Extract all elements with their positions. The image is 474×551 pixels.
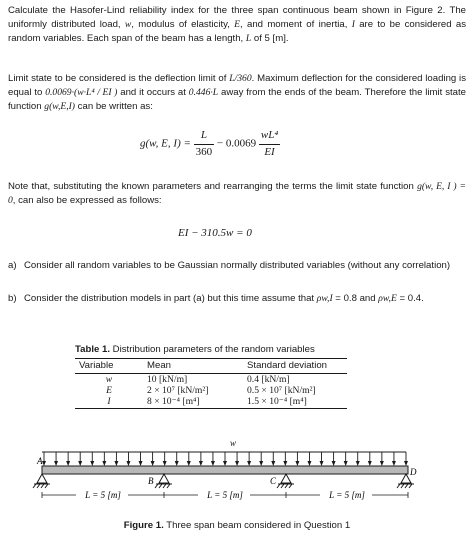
figure-caption bbox=[0, 519, 474, 533]
note-text: Note that, substituting the known parameters and rearranging the terms the limit state function bbox=[8, 181, 418, 192]
load-arrow-head bbox=[66, 461, 70, 466]
question-text: Consider all random variables to be Gaussian normally distributed variables (without any correlation) bbox=[24, 260, 451, 271]
question-text-part: Consider the distribution models in part (a) but this time assume that bbox=[24, 293, 317, 304]
load-arrow-head bbox=[199, 461, 203, 466]
cell-mean: 10 [kN/m] bbox=[147, 373, 188, 385]
limit-text: can be written as: bbox=[75, 100, 153, 112]
limit-state-paragraph bbox=[8, 72, 466, 114]
support-a-label: A bbox=[37, 456, 43, 466]
fraction-numerator: L bbox=[194, 128, 215, 145]
load-arrow-head bbox=[283, 461, 287, 466]
load-arrow-head bbox=[392, 461, 396, 466]
limit-function-name: g(w,E,I) bbox=[44, 100, 76, 112]
equation-coefficient: − 0.0069 bbox=[216, 137, 257, 150]
load-arrow-head bbox=[332, 461, 336, 466]
support-b bbox=[148, 474, 172, 488]
table-row bbox=[75, 373, 347, 385]
load-arrow-head bbox=[235, 461, 239, 466]
table-caption-label: Table 1. bbox=[75, 344, 111, 355]
support-b-label: B bbox=[148, 476, 154, 486]
intro-text: are to be considered as random variables. Each span of the beam has a length, bbox=[8, 18, 466, 44]
table-row bbox=[75, 396, 347, 408]
table-caption-text: Distribution parameters of the random variables bbox=[110, 344, 315, 355]
load-arrow-head bbox=[223, 461, 227, 466]
limit-text: away from the ends of the beam. Therefore the limit state function bbox=[8, 86, 467, 112]
question-label: a) bbox=[8, 260, 17, 271]
intro-text: , modulus of elasticity, bbox=[131, 18, 235, 30]
cell-mean: 2 × 10⁷ [kN/m²] bbox=[147, 385, 209, 397]
load-arrow-head bbox=[320, 461, 324, 466]
load-arrow-head bbox=[271, 461, 275, 466]
limit-state-equation bbox=[140, 128, 280, 161]
cell-variable: I bbox=[75, 396, 143, 408]
limit-text: . Maximum deflection for the considered loading is equal to bbox=[8, 73, 466, 98]
load-arrow-head bbox=[187, 461, 191, 466]
support-c-roller bbox=[281, 474, 291, 483]
intro-text: , and moment of inertia, bbox=[240, 18, 352, 30]
span-label-bc: L = 5 [m] bbox=[207, 490, 243, 500]
load-arrow-head bbox=[259, 461, 263, 466]
figure-caption-text: Three span beam considered in Question 1 bbox=[163, 520, 351, 531]
load-arrow-head bbox=[102, 461, 106, 466]
cell-variable: w bbox=[105, 373, 113, 385]
load-arrow-head bbox=[54, 461, 58, 466]
fraction-l-360 bbox=[194, 128, 215, 161]
fraction-denominator: EI bbox=[264, 145, 275, 158]
table-header-row bbox=[75, 358, 347, 373]
load-arrow-head bbox=[114, 461, 118, 466]
load-arrow-head bbox=[151, 461, 155, 466]
span-label-ab: L = 5 [m] bbox=[85, 490, 121, 500]
cell-std-dev: 0.5 × 10⁷ [kN/m²] bbox=[247, 385, 316, 397]
rearranged-equation: EI − 310.5w = 0 bbox=[178, 227, 252, 239]
header-variable: Variable bbox=[75, 358, 143, 373]
cell-mean: 8 × 10⁻⁴ [m⁴] bbox=[143, 396, 243, 408]
question-a bbox=[8, 259, 466, 273]
distributed-load-arrows bbox=[42, 452, 408, 466]
cell-std-dev: 1.5 × 10⁻⁴ [m⁴] bbox=[243, 396, 347, 408]
deflection-location: 0.446·L bbox=[188, 86, 219, 98]
intro-text: Calculate the Hasofer-Lind reliability index for the three span continuous beam shown in Figure 2. The uniformly distributed load, bbox=[8, 5, 466, 30]
load-arrow-head bbox=[139, 461, 143, 466]
load-arrow-head bbox=[356, 461, 360, 466]
limit-text: and it occurs at bbox=[117, 86, 189, 98]
load-arrow-head bbox=[90, 461, 94, 466]
load-arrow-head bbox=[368, 461, 372, 466]
support-c bbox=[270, 474, 294, 488]
limit-ratio: L/360 bbox=[229, 73, 252, 84]
support-b-hatch bbox=[155, 484, 170, 488]
cell-variable: E bbox=[106, 385, 112, 397]
note-text: , can also be expressed as follows: bbox=[12, 194, 162, 206]
load-arrow-head bbox=[404, 461, 408, 466]
header-std-dev: Standard deviation bbox=[243, 358, 347, 373]
beam bbox=[42, 466, 408, 474]
correlation-w-e: ρw,E bbox=[378, 293, 397, 304]
fraction-numerator: wL⁴ bbox=[259, 128, 280, 145]
limit-text: Limit state to be considered is the deflection limit of bbox=[8, 73, 230, 84]
beam-figure bbox=[30, 438, 444, 516]
equation-lhs: g(w, E, I) = bbox=[140, 137, 191, 150]
intro-text: of 5 [m]. bbox=[251, 32, 289, 44]
support-c-hatch bbox=[277, 484, 292, 488]
load-arrow-head bbox=[42, 461, 46, 466]
var-l: L bbox=[245, 32, 252, 44]
load-label: w bbox=[230, 438, 237, 448]
load-arrow-head bbox=[78, 461, 82, 466]
fraction-wl4-ei bbox=[259, 128, 280, 161]
header-mean: Mean bbox=[143, 358, 243, 373]
question-text-part: = 0.8 and bbox=[332, 293, 379, 304]
load-arrow-head bbox=[175, 461, 179, 466]
question-b bbox=[8, 292, 466, 306]
question-label: b) bbox=[8, 293, 17, 304]
load-arrow-head bbox=[126, 461, 130, 466]
support-d-hatch bbox=[397, 484, 412, 488]
question-text bbox=[24, 292, 466, 306]
load-arrow-head bbox=[380, 461, 384, 466]
var-w: w bbox=[124, 18, 132, 30]
correlation-w-i: ρw,I bbox=[316, 293, 333, 304]
cell-std-dev: 0.4 [kN/m] bbox=[247, 373, 290, 385]
note-paragraph bbox=[8, 180, 466, 208]
distribution-table-block bbox=[75, 343, 355, 409]
support-b-roller bbox=[159, 474, 169, 483]
support-c-label: C bbox=[270, 476, 277, 486]
support-d-label: D bbox=[410, 467, 417, 477]
load-arrow-head bbox=[211, 461, 215, 466]
load-arrow-head bbox=[163, 461, 167, 466]
distribution-table bbox=[75, 358, 347, 409]
intro-paragraph bbox=[8, 4, 466, 46]
load-arrow-head bbox=[344, 461, 348, 466]
max-deflection-expr: 0.0069·(w·L⁴ / EI ) bbox=[45, 86, 118, 98]
load-arrow-head bbox=[247, 461, 251, 466]
fraction-denominator: 360 bbox=[195, 145, 213, 158]
var-i: I bbox=[351, 18, 355, 30]
span-label-cd: L = 5 [m] bbox=[329, 490, 365, 500]
table-row bbox=[75, 385, 347, 396]
var-e: E bbox=[234, 18, 241, 30]
figure-caption-label: Figure 1. bbox=[123, 520, 164, 531]
limit-function-zero: g(w, E, I ) = 0 bbox=[8, 181, 466, 206]
support-a-hatch bbox=[33, 484, 48, 488]
table-caption bbox=[75, 343, 355, 357]
load-arrow-head bbox=[295, 461, 299, 466]
question-text-part: = 0.4. bbox=[396, 293, 424, 304]
support-a-pin bbox=[37, 474, 47, 483]
load-arrow-head bbox=[307, 461, 311, 466]
